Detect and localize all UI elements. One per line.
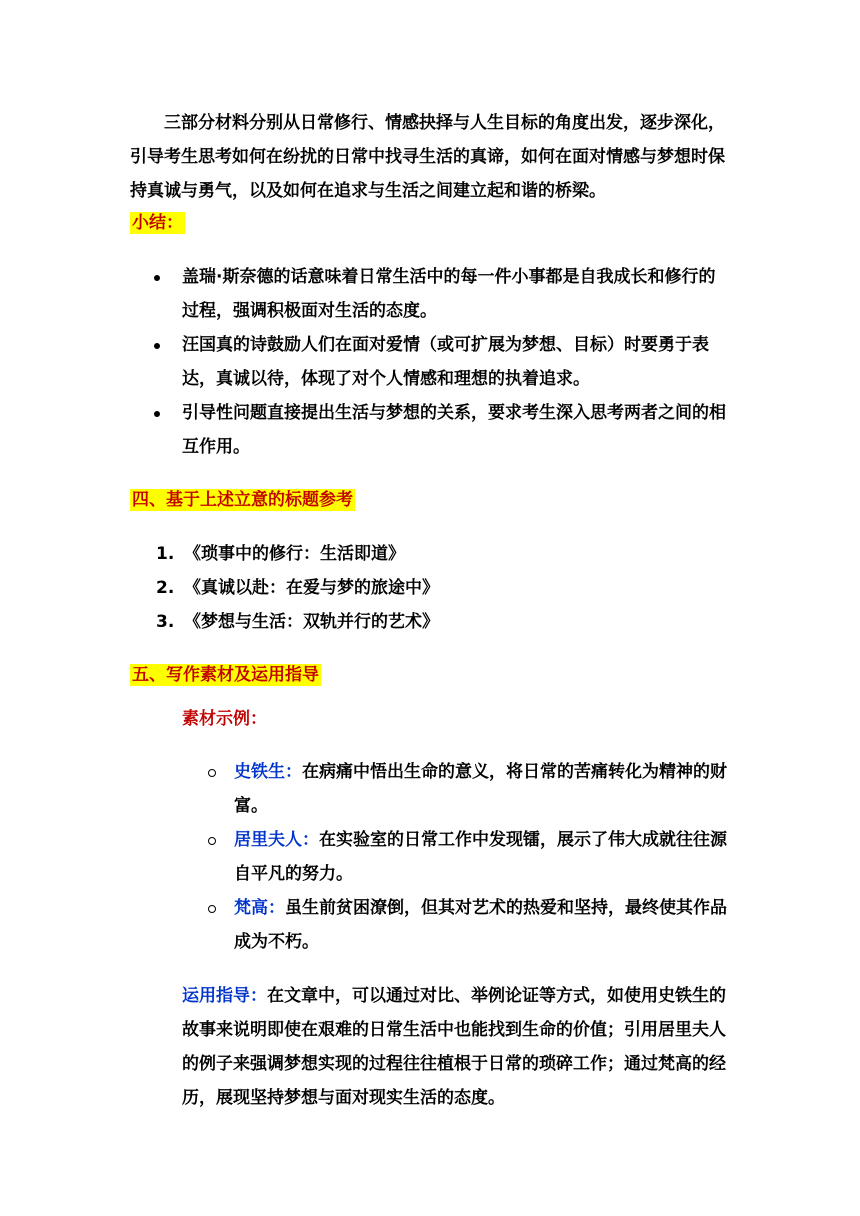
summary-list [130,260,732,464]
list-number: 1. [156,544,175,564]
list-item-text: 《琐事中的修行：生活即道》 [184,544,405,564]
list-item [130,605,730,639]
summary-heading [130,206,185,240]
list-item-text: 引导性问题直接提出生活与梦想的关系，要求考生深入思考两者之间的相互作用。 [182,403,726,457]
circle-bullet-icon [208,769,216,777]
section4-heading-text: 四、基于上述立意的标题参考 [132,490,353,510]
list-item [180,755,732,823]
summary-heading-text: 小结： [132,213,183,233]
bullet-icon [154,275,160,281]
title-list [130,537,730,639]
list-item-text: 汪国真的诗鼓励人们在面对爱情（或可扩展为梦想、目标）时要勇于表达，真诚以待，体现了对个人情感和理想的执着追求。 [182,335,709,389]
circle-bullet-icon [208,905,216,913]
list-number: 2. [156,578,175,598]
example-name: 梵高： [234,898,285,918]
list-number: 3. [156,612,175,632]
section4-heading [130,483,355,517]
guide-text: 在文章中，可以通过对比、举例论证等方式，如使用史铁生的故事来说明即使在艰难的日常生活中也能找到生命的价值；引用居里夫人的例子来强调梦想实现的过程往往植根于日常的琐碎工作；通过梵高的经历，展现坚持梦想与面对现实生活的态度。 [182,986,726,1108]
examples-label: 素材示例： [182,709,267,729]
list-item [130,571,730,605]
bullet-icon [154,411,160,417]
circle-bullet-icon [208,837,216,845]
example-text: 虽生前贫困潦倒，但其对艺术的热爱和坚持，最终使其作品成为不朽。 [234,898,727,952]
example-text: 在病痛中悟出生命的意义，将日常的苦痛转化为精神的财富。 [234,762,727,816]
list-item [130,396,732,464]
example-text: 在实验室的日常工作中发现镭，展示了伟大成就往往源自平凡的努力。 [234,830,727,884]
list-item [180,823,732,891]
example-name: 居里夫人： [234,830,319,850]
list-item [130,328,732,396]
list-item [180,891,732,959]
intro-text: 三部分材料分别从日常修行、情感抉择与人生目标的角度出发，逐步深化，引导考生思考如何在纷扰的日常中找寻生活的真谛，如何在面对情感与梦想时保持真诚与勇气，以及如何在追求与生活之间建立起和谐的桥梁。 [130,113,725,201]
list-item-text: 《真诚以赴：在爱与梦的旅途中》 [184,578,439,598]
examples-list [180,755,732,959]
section5-heading [130,658,321,692]
guide-paragraph [182,979,732,1115]
list-item [130,537,730,571]
example-name: 史铁生： [234,762,302,782]
intro-paragraph [130,106,730,208]
list-item-text: 盖瑞·斯奈德的话意味着日常生活中的每一件小事都是自我成长和修行的过程，强调积极面对生活的态度。 [182,267,716,321]
section5-heading-text: 五、写作素材及运用指导 [132,665,319,685]
guide-label: 运用指导： [182,986,267,1006]
bullet-icon [154,343,160,349]
list-item [130,260,732,328]
list-item-text: 《梦想与生活：双轨并行的艺术》 [184,612,439,632]
